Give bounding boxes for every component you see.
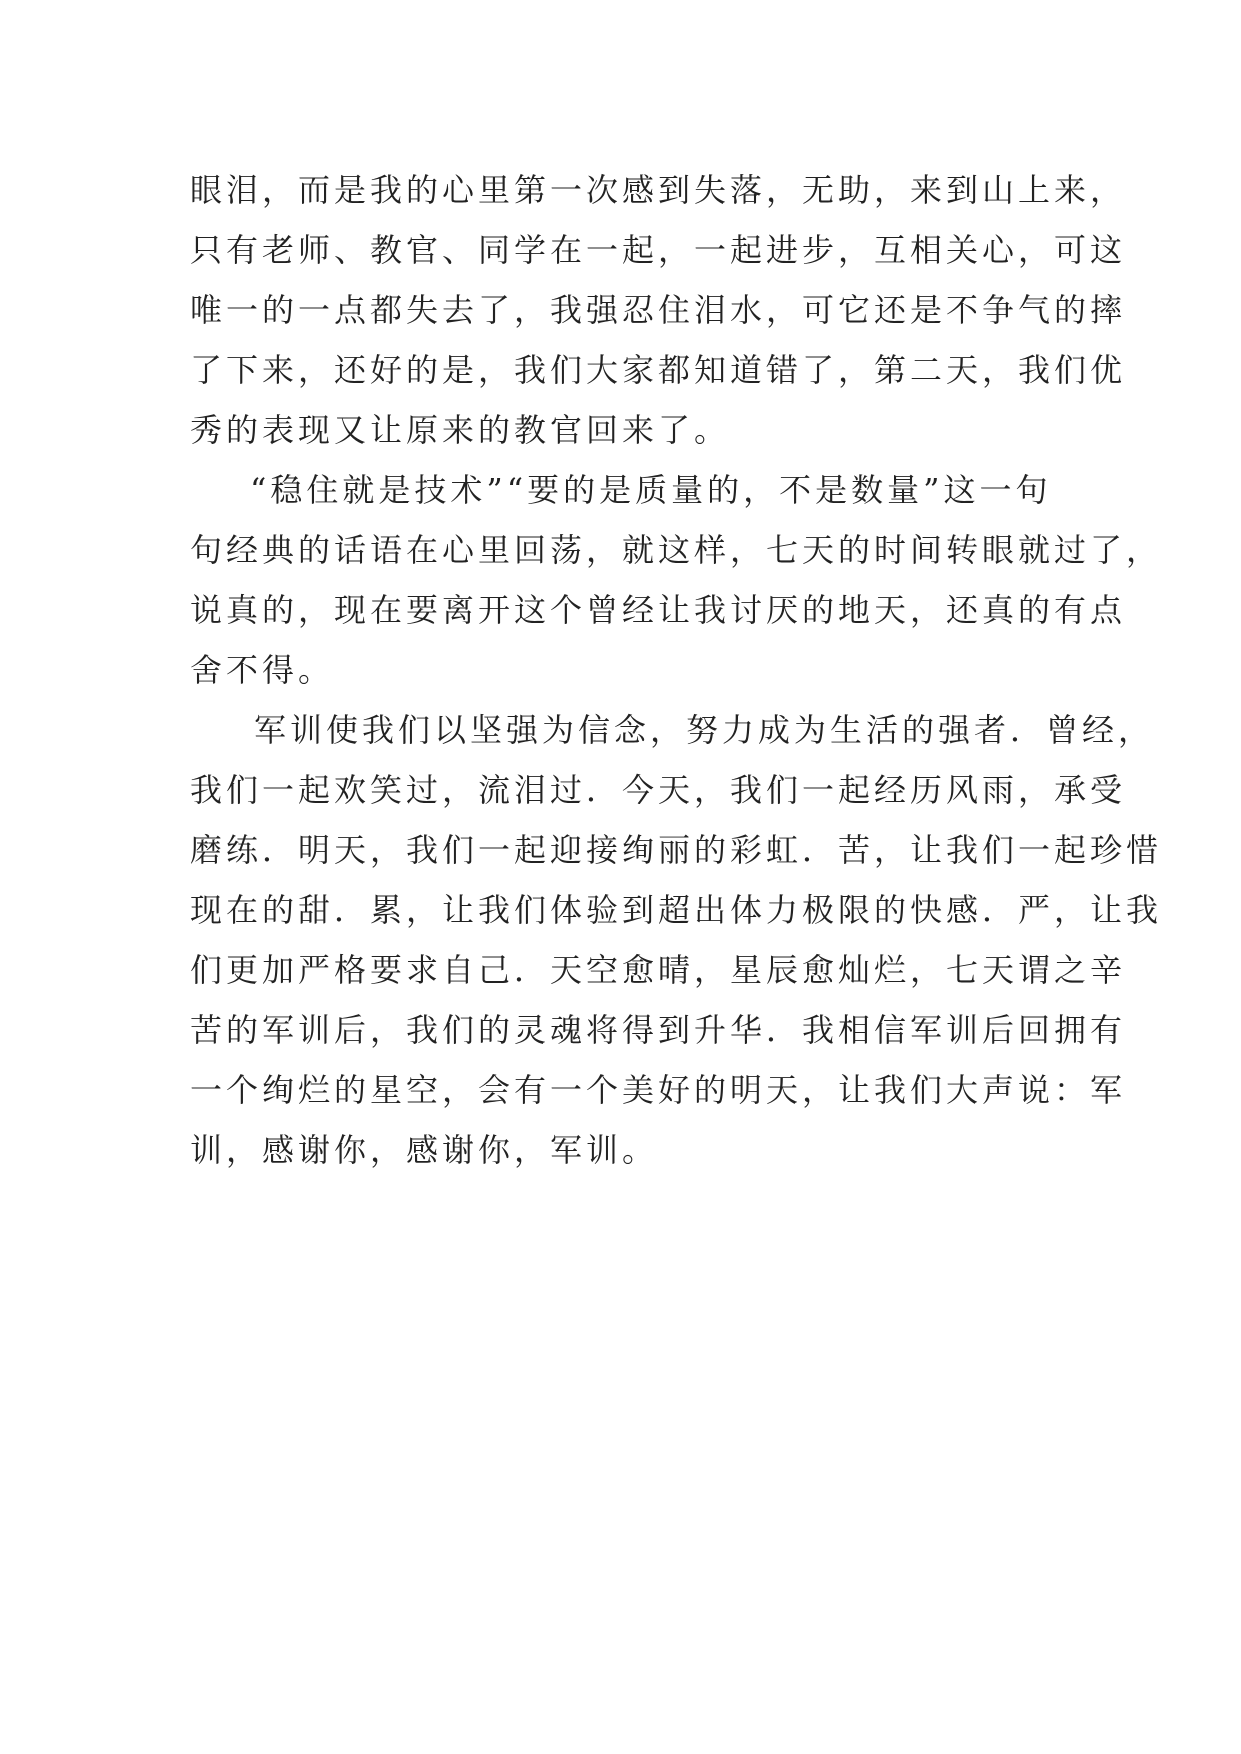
paragraph-2-line-1: “稳住就是技术”“要的是质量的，不是数量”这一句 (250, 471, 1052, 509)
paragraph-3-line-3: 磨练．明天，我们一起迎接绚丽的彩虹．苦，让我们一起珍惜 (190, 831, 1163, 869)
paragraph-3-line-8: 训，感谢你，感谢你，军训。 (190, 1131, 659, 1169)
paragraph-3-line-5: 们更加严格要求自己．天空愈晴，星辰愈灿烂，七天谓之辛 (190, 951, 1127, 989)
paragraph-1-line-4: 了下来，还好的是，我们大家都知道错了，第二天，我们优 (190, 351, 1127, 389)
paragraph-3-line-1: 军训使我们以坚强为信念，努力成为生活的强者．曾经， (254, 711, 1155, 749)
paragraph-3-line-2: 我们一起欢笑过，流泪过．今天，我们一起经历风雨，承受 (190, 771, 1127, 809)
paragraph-2-line-3: 说真的，现在要离开这个曾经让我讨厌的地天，还真的有点 (190, 591, 1127, 629)
paragraph-1-line-1: 眼泪，而是我的心里第一次感到失落，无助，来到山上来， (190, 171, 1127, 209)
paragraph-3-line-6: 苦的军训后，我们的灵魂将得到升华．我相信军训后回拥有 (190, 1011, 1127, 1049)
paragraph-1-line-3: 唯一的一点都失去了，我强忍住泪水，可它还是不争气的摔 (190, 291, 1127, 329)
paragraph-3-line-7: 一个绚烂的星空，会有一个美好的明天，让我们大声说：军 (190, 1071, 1127, 1109)
document-body (190, 160, 1163, 1180)
paragraph-1-line-5: 秀的表现又让原来的教官回来了。 (190, 411, 731, 449)
paragraph-2-line-4: 舍不得。 (190, 651, 335, 689)
paragraph-2-line-2: 句经典的话语在心里回荡，就这样，七天的时间转眼就过了， (190, 531, 1163, 569)
paragraph-3-line-4: 现在的甜．累，让我们体验到超出体力极限的快感．严，让我 (190, 891, 1163, 929)
paragraph-1-line-2: 只有老师、教官、同学在一起，一起进步，互相关心，可这 (190, 231, 1127, 269)
